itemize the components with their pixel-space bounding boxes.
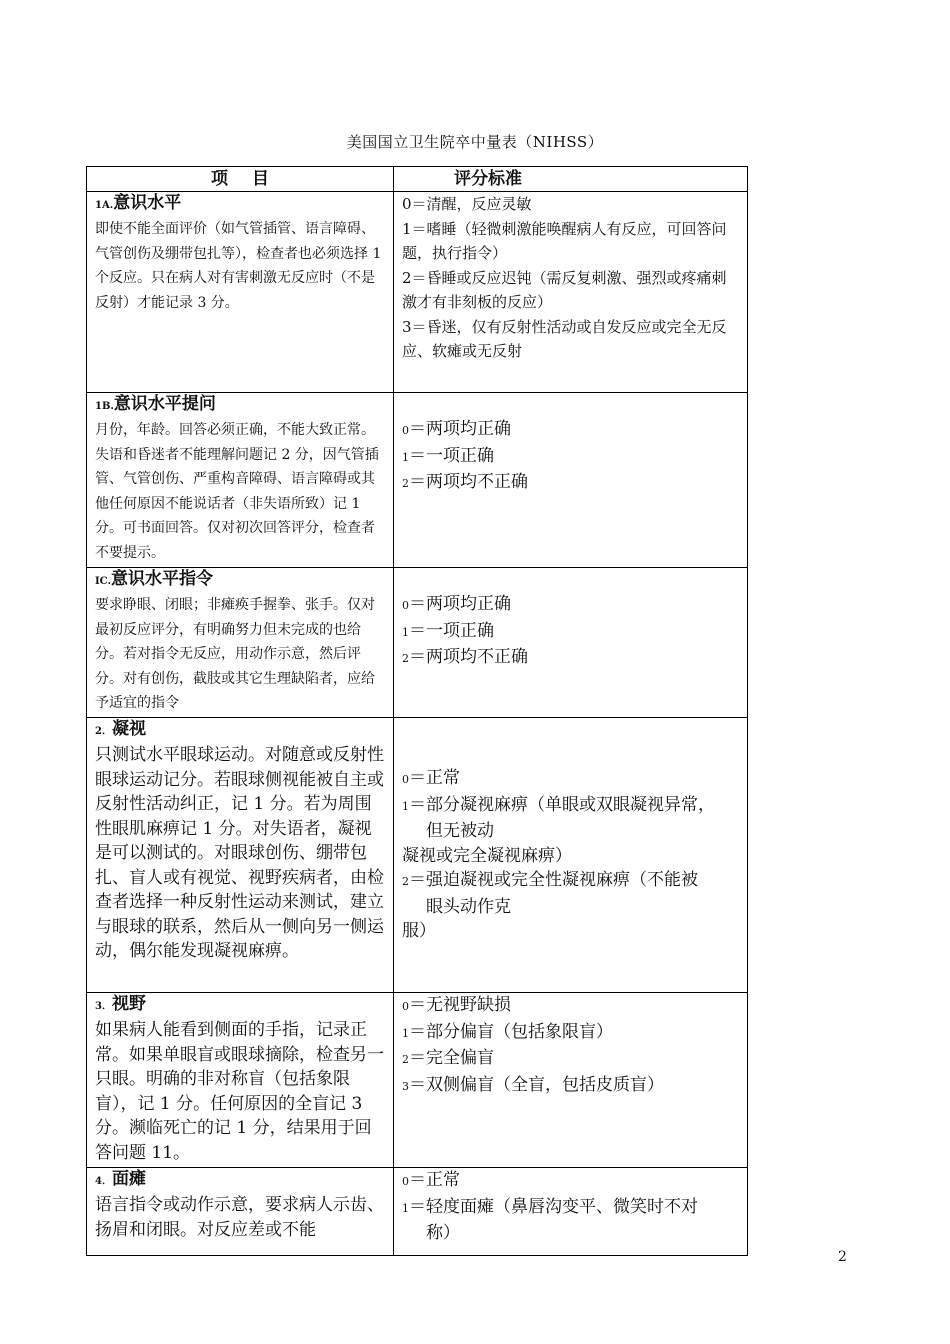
criteria-list (402, 192, 739, 364)
document-title: 美国国立卫生院卒中量表（NIHSS） (346, 133, 604, 151)
item-heading: 1B.意识水平提问 (95, 394, 216, 414)
table-row (87, 1168, 748, 1256)
item-cell (87, 718, 394, 993)
item-heading: 1A.意识水平 (95, 193, 182, 213)
page-number: 2 (838, 1249, 847, 1265)
criteria-option: 3＝昏迷，仅有反射性活动或自发反应或完全无反应、软瘫或无反射 (402, 317, 727, 360)
criteria-option: 1＝部分凝视麻痹（单眼或双眼凝视异常， 但无被动 凝视或完全凝视麻痹） (402, 794, 715, 866)
criteria-option: 3＝双侧偏盲（全盲，包括皮质盲） (402, 1074, 664, 1095)
table-header-row (87, 167, 748, 192)
table-row (87, 393, 748, 568)
table-row (87, 993, 748, 1168)
criteria-list (402, 1168, 739, 1246)
criteria-option: 1＝嗜睡（轻微刺激能唤醒病人有反应，可回答问题，执行指令） (402, 219, 727, 262)
item-description: 如果病人能看到侧面的手指，记录正常。如果单眼盲或眼球摘除，检查另一只眼。明确的非对称盲（包括象限盲），记 1 分。任何原因的全盲记 3 分。濒临死亡的记 1 分，结果用于回答问题 11。 (95, 1020, 384, 1163)
item-description: 月份，年龄。回答必须正确，不能大致正常。失语和昏迷者不能理解问题记 2 分，因气管插管、气管创伤、严重构音障碍、语言障碍或其他任何原因不能说话者（非失语所致）记 1 分。可书面回答。仅对初次回答评分，检查者不要提示。 (95, 422, 379, 561)
criteria-option: 0＝正常 (402, 768, 460, 788)
table-row (87, 192, 748, 393)
item-description: 即使不能全面评价（如气管插管、语言障碍、气管创伤及绷带包扎等），检查者也必须选择 1 个反应。只在病人对有害刺激无反应时（不是反射）才能记录 3 分。 (95, 221, 382, 311)
table-row (87, 718, 748, 993)
nihss-table (86, 166, 748, 1256)
criteria-option: 1＝一项正确 (402, 620, 494, 641)
criteria-cell (394, 192, 748, 393)
criteria-option: 1＝轻度面瘫（鼻唇沟变平、微笑时不对 称） (402, 1196, 698, 1243)
criteria-option: 1＝部分偏盲（包括象限盲） (402, 1021, 613, 1042)
criteria-option: 1＝一项正确 (402, 445, 494, 466)
item-description: 要求睁眼、闭眼；非瘫痪手握拳、张手。仅对最初反应评分，有明确努力但未完成的也给分。若对指令无反应，用动作示意，然后评分。对有创伤，截肢或其它生理缺陷者，应给予适宜的指令 (95, 597, 375, 711)
item-cell (87, 1168, 394, 1256)
item-heading: 3．视野 (95, 994, 146, 1014)
criteria-cell (394, 993, 748, 1168)
criteria-list (402, 766, 739, 944)
header-criteria: 评分标准 (394, 167, 748, 192)
criteria-list (402, 592, 739, 672)
criteria-option: 0＝清醒，反应灵敏 (402, 195, 532, 213)
item-cell (87, 568, 394, 718)
criteria-list (402, 417, 739, 497)
criteria-option: 2＝两项均不正确 (402, 472, 528, 492)
header-item: 项 目 (87, 167, 394, 192)
criteria-option: 0＝两项均正确 (402, 419, 511, 439)
criteria-option: 2＝两项均不正确 (402, 647, 528, 667)
criteria-cell (394, 393, 748, 568)
criteria-option: 2＝强迫凝视或完全性凝视麻痹（不能被 眼头动作克 服） (402, 870, 698, 941)
criteria-option: 0＝正常 (402, 1170, 460, 1190)
item-description: 只测试水平眼球运动。对随意或反射性眼球运动记分。若眼球侧视能被自主或反射性活动纠正，记 1 分。若为周围性眼肌麻痹记 1 分。对失语者，凝视是可以测试的。对眼球创伤、绷带包扎、盲人或有视觉、视野疾病者，由检查者选择一种反射性运动来测试，建立与眼球的联系，然后从一侧向另一侧运动，偶尔能发现凝视麻痹。 (95, 745, 384, 961)
table-row (87, 568, 748, 718)
item-description: 语言指令或动作示意，要求病人示齿、扬眉和闭眼。对反应差或不能 (95, 1195, 384, 1240)
criteria-cell (394, 718, 748, 993)
item-cell (87, 993, 394, 1168)
criteria-cell (394, 1168, 748, 1256)
criteria-option: 2＝完全偏盲 (402, 1048, 494, 1068)
criteria-option: 2＝昏睡或反应迟钝（需反复刺激、强烈或疼痛刺激才有非刻板的反应） (402, 268, 727, 311)
item-heading: 2．凝视 (95, 719, 146, 739)
item-cell (87, 192, 394, 393)
criteria-option: 0＝两项均正确 (402, 594, 511, 614)
criteria-list (402, 993, 739, 1099)
criteria-cell (394, 568, 748, 718)
item-cell (87, 393, 394, 568)
item-heading: IC.意识水平指令 (95, 569, 213, 589)
item-heading: 4．面瘫 (95, 1169, 146, 1189)
criteria-option: 0＝无视野缺损 (402, 995, 511, 1015)
